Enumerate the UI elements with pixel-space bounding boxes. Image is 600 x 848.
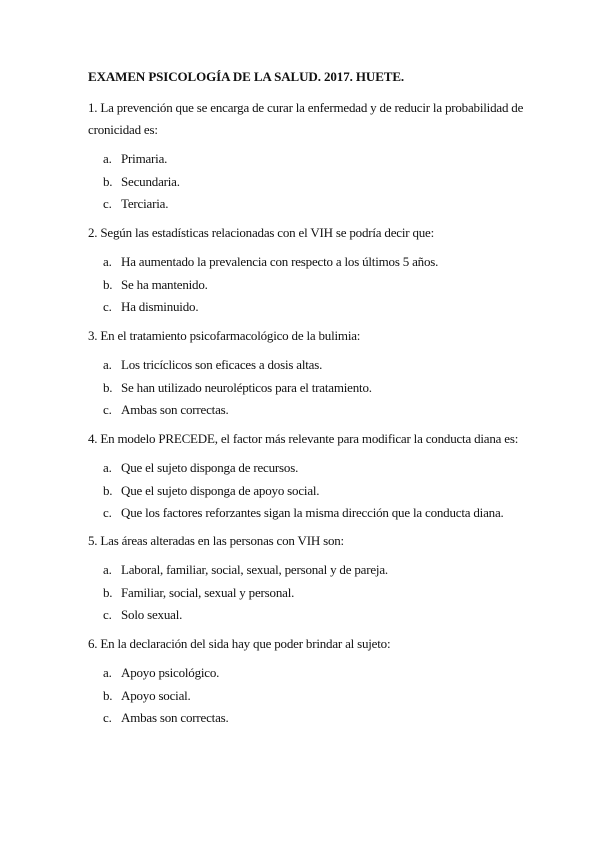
option-marker: b. xyxy=(103,173,113,189)
question-5-options xyxy=(0,559,600,627)
option-5c xyxy=(0,604,600,627)
option-marker: c. xyxy=(103,505,112,520)
option-text: Que los factores reforzantes sigan la misma dirección que la conducta diana. xyxy=(121,505,504,520)
question-4-options xyxy=(0,457,600,525)
option-3c xyxy=(0,399,600,422)
option-5a xyxy=(0,559,600,582)
option-text: Terciaria. xyxy=(121,196,169,211)
question-2: 2. Según las estadísticas relacionadas con el VIH se podría decir que: xyxy=(88,225,435,240)
question-6: 6. En la declaración del sida hay que poder brindar al sujeto: xyxy=(88,636,391,651)
option-1a xyxy=(0,148,600,171)
option-marker: c. xyxy=(103,710,112,725)
option-4a xyxy=(0,457,600,480)
question-4: 4. En modelo PRECEDE, el factor más relevante para modificar la conducta diana es: xyxy=(88,431,519,446)
option-3b xyxy=(0,377,600,400)
option-marker: b. xyxy=(103,584,113,600)
option-text: Que el sujeto disponga de recursos. xyxy=(121,460,299,475)
option-marker: a. xyxy=(103,151,112,166)
exam-title: EXAMEN PSICOLOGÍA DE LA SALUD. 2017. HUETE. xyxy=(88,69,405,84)
option-2a xyxy=(0,251,600,274)
question-1: 1. La prevención que se encarga de curar la enfermedad y de reducir la probabilidad de cronicidad es: xyxy=(88,100,524,137)
option-marker: a. xyxy=(103,254,112,269)
option-2b xyxy=(0,274,600,297)
option-text: Ha aumentado la prevalencia con respecto a los últimos 5 años. xyxy=(121,254,439,269)
option-text: Que el sujeto disponga de apoyo social. xyxy=(121,482,320,498)
option-6b xyxy=(0,685,600,708)
option-text: Primaria. xyxy=(121,151,168,166)
option-marker: c. xyxy=(103,402,112,417)
question-3: 3. En el tratamiento psicofarmacológico de la bulimia: xyxy=(88,328,361,343)
option-1b xyxy=(0,171,600,194)
option-text: Ambas son correctas. xyxy=(121,402,229,417)
option-marker: a. xyxy=(103,357,112,372)
option-4c xyxy=(0,502,600,525)
option-text: Los tricíclicos son eficaces a dosis altas. xyxy=(121,357,323,372)
question-3-options xyxy=(0,354,600,422)
question-6-options xyxy=(0,662,600,730)
option-text: Familiar, social, sexual y personal. xyxy=(121,584,295,600)
option-text: Solo sexual. xyxy=(121,607,183,622)
option-5b xyxy=(0,582,600,605)
option-text: Se han utilizado neurolépticos para el tratamiento. xyxy=(121,379,372,395)
option-text: Apoyo social. xyxy=(121,687,191,703)
option-marker: b. xyxy=(103,482,113,498)
option-marker: c. xyxy=(103,607,112,622)
option-marker: c. xyxy=(103,196,112,211)
option-6a xyxy=(0,662,600,685)
option-marker: b. xyxy=(103,687,113,703)
option-marker: a. xyxy=(103,460,112,475)
option-marker: c. xyxy=(103,299,112,314)
option-marker: a. xyxy=(103,665,112,680)
option-text: Se ha mantenido. xyxy=(121,276,208,292)
option-1c xyxy=(0,193,600,216)
option-text: Apoyo psicológico. xyxy=(121,665,220,680)
option-marker: b. xyxy=(103,379,113,395)
question-2-options xyxy=(0,251,600,319)
option-2c xyxy=(0,296,600,319)
option-6c xyxy=(0,707,600,730)
option-text: Laboral, familiar, social, sexual, personal y de pareja. xyxy=(121,562,388,577)
question-5: 5. Las áreas alteradas en las personas con VIH son: xyxy=(88,533,344,548)
option-text: Ambas son correctas. xyxy=(121,710,229,725)
option-marker: a. xyxy=(103,562,112,577)
option-4b xyxy=(0,480,600,503)
option-text: Ha disminuido. xyxy=(121,299,199,314)
option-marker: b. xyxy=(103,276,113,292)
option-3a xyxy=(0,354,600,377)
option-text: Secundaria. xyxy=(121,173,180,189)
question-1-options xyxy=(0,148,600,216)
